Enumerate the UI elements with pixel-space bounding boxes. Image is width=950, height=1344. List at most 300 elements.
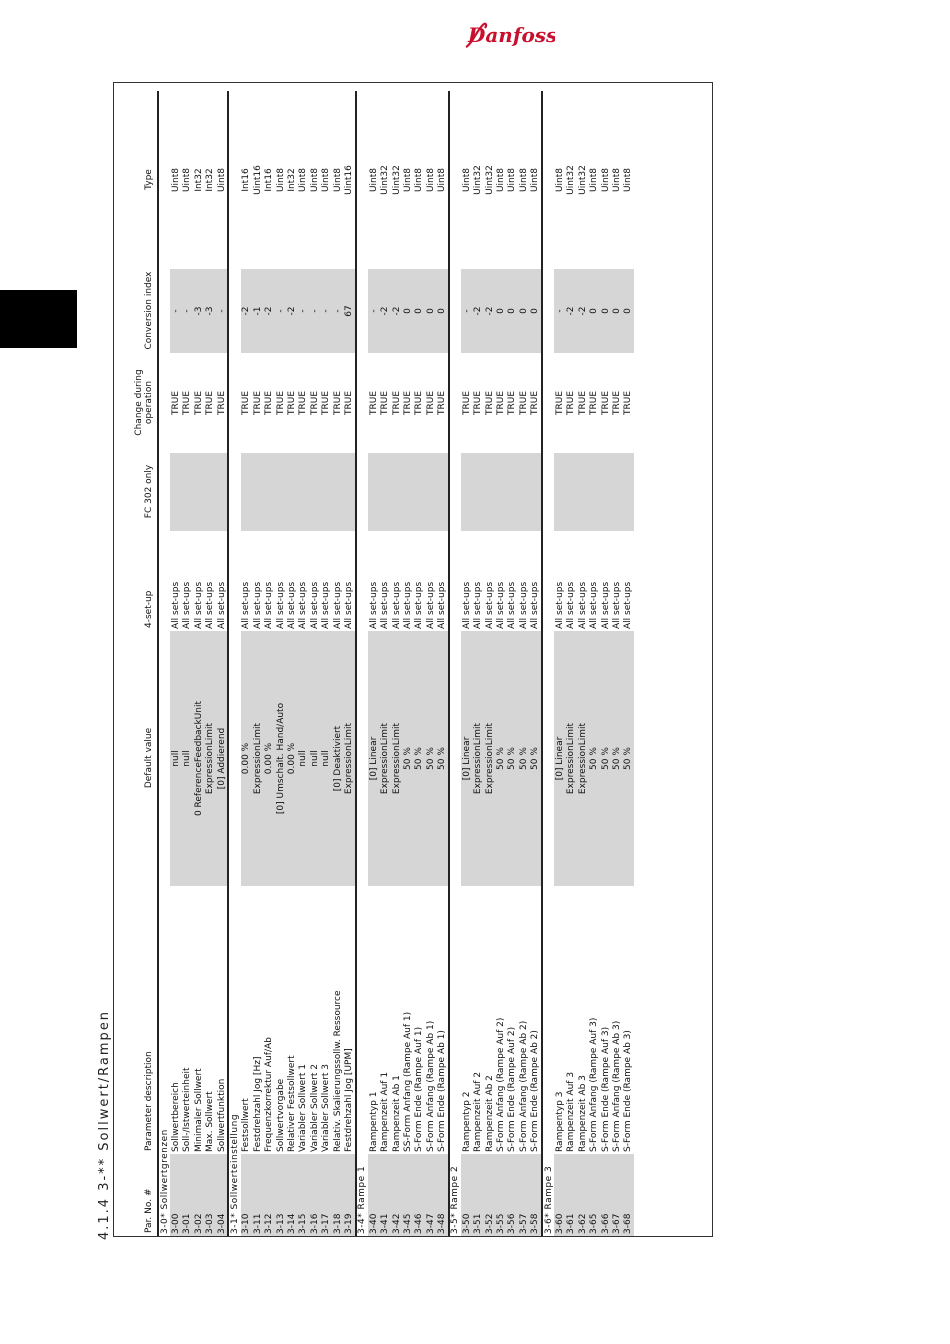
cell-type: Uint8 <box>425 167 436 193</box>
cell-change: TRUE <box>623 390 634 416</box>
cell-type: Uint8 <box>589 167 600 193</box>
cell-type: Int32 <box>286 168 297 192</box>
cell-par-no: 3-57 <box>518 1154 529 1236</box>
cell-par-no: 3-58 <box>530 1154 542 1236</box>
cell-type: Int16 <box>264 168 275 192</box>
cell-default: ExpressionLimit <box>252 631 263 886</box>
cell-par-no: 3-46 <box>414 1154 425 1236</box>
cell-par-no: 3-11 <box>252 1154 263 1236</box>
cell-description: S-Form Anfang (Rampe Ab 1) <box>425 1020 436 1152</box>
cell-par-no: 3-01 <box>182 1154 193 1236</box>
cell-type: Uint8 <box>507 167 518 193</box>
cell-par-no: 3-50 <box>461 1154 472 1236</box>
cell-change: TRUE <box>518 390 529 416</box>
cell-description: Minimaler Sollwert <box>193 1068 204 1152</box>
cell-description: Festdrehzahl Jog [Hz] <box>252 1056 263 1152</box>
table-row <box>600 91 611 1236</box>
cell-par-no: 3-14 <box>286 1154 297 1236</box>
cell-par-no: 3-60 <box>554 1154 565 1236</box>
cell-fc302 <box>193 453 204 531</box>
cell-setup: All set-ups <box>518 581 529 629</box>
cell-change: TRUE <box>554 390 565 416</box>
cell-fc302 <box>507 453 518 531</box>
cell-par-no: 3-67 <box>611 1154 622 1236</box>
cell-default: 50 % <box>425 631 436 886</box>
cell-type: Uint32 <box>473 165 484 195</box>
cell-setup: All set-ups <box>241 581 252 629</box>
cell-change: TRUE <box>343 390 354 416</box>
cell-fc302 <box>425 453 436 531</box>
cell-type: Int32 <box>205 168 216 192</box>
cell-type: Uint32 <box>380 165 391 195</box>
cell-par-no: 3-42 <box>391 1154 402 1236</box>
cell-default: [0] Linear <box>554 631 565 886</box>
cell-description: Rampenzeit Ab 2 <box>484 1075 495 1152</box>
cell-fc302 <box>216 453 228 531</box>
header-description: Parameter description <box>144 1051 154 1151</box>
cell-conversion: -2 <box>264 269 275 353</box>
cell-type: Uint8 <box>182 167 193 193</box>
group-header-row <box>356 91 368 1236</box>
table-row <box>484 91 495 1236</box>
cell-change: TRUE <box>193 390 204 416</box>
cell-description: Max. Sollwert <box>205 1091 216 1152</box>
cell-par-no: 3-56 <box>507 1154 518 1236</box>
cell-conversion: 0 <box>495 269 506 353</box>
cell-type: Uint8 <box>216 167 227 193</box>
cell-setup: All set-ups <box>600 581 611 629</box>
cell-description: Variabler Sollwert 1 <box>298 1064 309 1152</box>
cell-fc302 <box>611 453 622 531</box>
cell-default: ExpressionLimit <box>379 631 390 886</box>
cell-type: Uint32 <box>566 165 577 195</box>
cell-par-no: 3-40 <box>368 1154 379 1236</box>
cell-fc302 <box>566 453 577 531</box>
cell-conversion: - <box>182 269 193 353</box>
cell-conversion: 0 <box>518 269 529 353</box>
cell-par-no: 3-19 <box>343 1154 355 1236</box>
table-row <box>182 91 193 1236</box>
cell-conversion: -2 <box>286 269 297 353</box>
cell-conversion: 0 <box>600 269 611 353</box>
cell-default: ExpressionLimit <box>205 631 216 886</box>
cell-description: S-Form Ende (Rampe Ab 1) <box>437 1030 448 1152</box>
cell-change: TRUE <box>380 390 391 416</box>
cell-setup: All set-ups <box>309 581 320 629</box>
cell-par-no: 3-17 <box>320 1154 331 1236</box>
cell-conversion: -2 <box>391 269 402 353</box>
cell-type: Uint8 <box>530 167 541 193</box>
cell-description: Rampentyp 2 <box>461 1091 472 1152</box>
cell-default: null <box>170 631 181 886</box>
table-row <box>170 91 181 1236</box>
cell-description: Sollwertfunktion <box>216 1078 227 1152</box>
cell-description: S-Form Ende (Rampe Ab 3) <box>623 1030 634 1152</box>
cell-par-no: 3-48 <box>436 1154 448 1236</box>
cell-conversion: 0 <box>611 269 622 353</box>
cell-description: Frequenzkorrektur Auf/Ab <box>264 1037 275 1152</box>
cell-conversion: -2 <box>473 269 484 353</box>
cell-default: ExpressionLimit <box>484 631 495 886</box>
cell-change: TRUE <box>566 390 577 416</box>
cell-description: Rampentyp 3 <box>554 1091 565 1152</box>
cell-setup: All set-ups <box>391 581 402 629</box>
group-header-row <box>449 91 461 1236</box>
cell-description: Sollwertbereich <box>171 1082 182 1152</box>
cell-default: 50 % <box>402 631 413 886</box>
cell-fc302 <box>484 453 495 531</box>
cell-default: ExpressionLimit <box>473 631 484 886</box>
brand-wordmark: Danfoss <box>468 23 555 47</box>
cell-par-no: 3-41 <box>379 1154 390 1236</box>
cell-fc302 <box>332 453 343 531</box>
cell-setup: All set-ups <box>380 581 391 629</box>
cell-setup: All set-ups <box>332 581 343 629</box>
cell-type: Uint32 <box>484 165 495 195</box>
cell-fc302 <box>518 453 529 531</box>
cell-default: 50 % <box>436 631 448 886</box>
cell-setup: All set-ups <box>577 581 588 629</box>
cell-description: S-Form Anfang (Rampe Ab 2) <box>518 1020 529 1152</box>
cell-description: Soll-/Istwerteinheit <box>182 1067 193 1152</box>
cell-setup: All set-ups <box>611 581 622 629</box>
cell-default: null <box>309 631 320 886</box>
table-row <box>588 91 599 1236</box>
cell-par-no: 3-65 <box>588 1154 599 1236</box>
cell-fc302 <box>461 453 472 531</box>
cell-par-no: 3-66 <box>600 1154 611 1236</box>
cell-par-no: 3-04 <box>216 1154 228 1236</box>
cell-conversion: -2 <box>566 269 577 353</box>
cell-setup: All set-ups <box>554 581 565 629</box>
cell-description: S-Form Ende (Rampe Ab 2) <box>530 1030 541 1152</box>
chapter-tab <box>0 290 77 348</box>
cell-type: Uint16 <box>343 165 354 195</box>
table-row <box>286 91 297 1236</box>
cell-description: SS-Form Anfang (Rampe Auf 1) <box>402 1011 413 1152</box>
cell-conversion: - <box>368 269 379 353</box>
table-row <box>414 91 425 1236</box>
cell-change: TRUE <box>321 390 332 416</box>
cell-description: Sollwertvorgabe <box>275 1078 286 1152</box>
cell-change: TRUE <box>402 390 413 416</box>
cell-par-no: 3-12 <box>264 1154 275 1236</box>
cell-description: Festsollwert <box>241 1098 252 1152</box>
cell-default: [0] Addierend <box>216 631 228 886</box>
cell-type: Uint8 <box>368 167 379 193</box>
cell-description: Rampenzeit Auf 2 <box>473 1071 484 1152</box>
cell-default: 0.00 % <box>286 631 297 886</box>
cell-change: TRUE <box>484 390 495 416</box>
cell-type: Uint8 <box>518 167 529 193</box>
cell-setup: All set-ups <box>425 581 436 629</box>
table-row <box>402 91 413 1236</box>
cell-type: Uint8 <box>275 167 286 193</box>
table-row <box>332 91 343 1236</box>
cell-change: TRUE <box>332 390 343 416</box>
table-row <box>436 91 448 1236</box>
cell-fc302 <box>577 453 588 531</box>
cell-default: null <box>320 631 331 886</box>
group-label: 3-4* Rampe 1 <box>356 91 368 1236</box>
header-fc302: FC 302 only <box>144 464 154 519</box>
cell-par-no: 3-03 <box>205 1154 216 1236</box>
cell-fc302 <box>275 453 286 531</box>
cell-change: TRUE <box>171 390 182 416</box>
cell-setup: All set-ups <box>252 581 263 629</box>
cell-fc302 <box>170 453 181 531</box>
cell-default: null <box>182 631 193 886</box>
cell-par-no: 3-68 <box>623 1154 634 1236</box>
cell-par-no: 3-61 <box>566 1154 577 1236</box>
cell-fc302 <box>402 453 413 531</box>
cell-change: TRUE <box>414 390 425 416</box>
cell-fc302 <box>343 453 355 531</box>
cell-default: 50 % <box>611 631 622 886</box>
cell-conversion: 0 <box>507 269 518 353</box>
cell-par-no: 3-16 <box>309 1154 320 1236</box>
cell-conversion: -2 <box>484 269 495 353</box>
cell-conversion: - <box>170 269 181 353</box>
cell-description: Rampenzeit Auf 1 <box>380 1071 391 1152</box>
cell-setup: All set-ups <box>461 581 472 629</box>
cell-type: Uint8 <box>402 167 413 193</box>
cell-conversion: -2 <box>577 269 588 353</box>
cell-description: S-Form Anfang (Rampe Auf 2) <box>496 1017 507 1152</box>
cell-setup: All set-ups <box>623 581 634 629</box>
cell-fc302 <box>600 453 611 531</box>
table-row <box>252 91 263 1236</box>
cell-conversion: - <box>461 269 472 353</box>
cell-setup: All set-ups <box>321 581 332 629</box>
cell-setup: All set-ups <box>368 581 379 629</box>
cell-par-no: 3-47 <box>425 1154 436 1236</box>
cell-conversion: 67 <box>343 269 355 353</box>
cell-fc302 <box>241 453 252 531</box>
cell-conversion: -3 <box>205 269 216 353</box>
header-default: Default value <box>144 727 154 789</box>
cell-fc302 <box>298 453 309 531</box>
cell-par-no: 3-13 <box>275 1154 286 1236</box>
parameter-table-rotated <box>118 91 708 1236</box>
cell-fc302 <box>473 453 484 531</box>
group-label: 3-5* Rampe 2 <box>449 91 461 1236</box>
cell-description: S-Form Anfang (Rampe Auf 3) <box>589 1017 600 1152</box>
cell-change: TRUE <box>391 390 402 416</box>
cell-default: ExpressionLimit <box>566 631 577 886</box>
cell-setup: All set-ups <box>343 581 354 629</box>
cell-description: Rampentyp 1 <box>368 1091 379 1152</box>
table-row <box>554 91 565 1236</box>
cell-change: TRUE <box>530 390 541 416</box>
table-row <box>241 91 252 1236</box>
table-row <box>343 91 355 1236</box>
cell-default: [0] Linear <box>461 631 472 886</box>
cell-change: TRUE <box>309 390 320 416</box>
cell-default: [0] Umschalt. Hand/Auto <box>275 631 286 886</box>
cell-default: null <box>298 631 309 886</box>
cell-setup: All set-ups <box>264 581 275 629</box>
table-row <box>518 91 529 1236</box>
cell-setup: All set-ups <box>182 581 193 629</box>
table-row <box>391 91 402 1236</box>
cell-description: Relativer Festsollwert <box>286 1055 297 1152</box>
cell-change: TRUE <box>589 390 600 416</box>
cell-conversion: 0 <box>588 269 599 353</box>
cell-conversion: 0 <box>436 269 448 353</box>
cell-change: TRUE <box>437 390 448 416</box>
cell-fc302 <box>414 453 425 531</box>
cell-default: ExpressionLimit <box>391 631 402 886</box>
group-label: 3-0* Sollwertgrenzen <box>158 91 170 1236</box>
group-header-row <box>542 91 554 1236</box>
cell-setup: All set-ups <box>530 581 541 629</box>
cell-setup: All set-ups <box>484 581 495 629</box>
cell-type: Uint8 <box>171 167 182 193</box>
table-row <box>611 91 622 1236</box>
cell-change: TRUE <box>600 390 611 416</box>
table-row <box>566 91 577 1236</box>
header-conversion: Conversion index <box>144 271 154 350</box>
cell-type: Uint8 <box>611 167 622 193</box>
table-row <box>216 91 228 1236</box>
cell-type: Uint8 <box>332 167 343 193</box>
cell-description: Variabler Sollwert 3 <box>321 1064 332 1152</box>
cell-setup: All set-ups <box>496 581 507 629</box>
table-row <box>623 91 634 1236</box>
cell-conversion: 0 <box>414 269 425 353</box>
cell-description: Rampenzeit Ab 3 <box>577 1075 588 1152</box>
table-row <box>461 91 472 1236</box>
table-row <box>309 91 320 1236</box>
cell-default: 0 ReferenceFeedbackUnit <box>193 631 204 886</box>
cell-fc302 <box>368 453 379 531</box>
cell-default: 50 % <box>507 631 518 886</box>
cell-change: TRUE <box>496 390 507 416</box>
group-label: 3-6* Rampe 3 <box>542 91 554 1236</box>
cell-setup: All set-ups <box>286 581 297 629</box>
cell-change: TRUE <box>507 390 518 416</box>
cell-par-no: 3-62 <box>577 1154 588 1236</box>
cell-change: TRUE <box>368 390 379 416</box>
table-row <box>264 91 275 1236</box>
cell-setup: All set-ups <box>589 581 600 629</box>
cell-type: Uint8 <box>554 167 565 193</box>
cell-type: Uint8 <box>298 167 309 193</box>
cell-description: Rampenzeit Ab 1 <box>391 1075 402 1152</box>
cell-conversion: - <box>309 269 320 353</box>
table-row <box>530 91 542 1236</box>
cell-par-no: 3-51 <box>473 1154 484 1236</box>
cell-description: S-Form Ende (Rampe Auf 3) <box>600 1026 611 1152</box>
header-change: Change during operation <box>134 369 154 436</box>
cell-description: S-Form Ende (Rampe Auf 2) <box>507 1026 518 1152</box>
cell-par-no: 3-45 <box>402 1154 413 1236</box>
cell-change: TRUE <box>252 390 263 416</box>
cell-type: Uint8 <box>461 167 472 193</box>
cell-conversion: 0 <box>623 269 634 353</box>
cell-default: ExpressionLimit <box>343 631 355 886</box>
cell-default: 50 % <box>518 631 529 886</box>
cell-type: Uint8 <box>623 167 634 193</box>
cell-type: Uint16 <box>252 165 263 195</box>
cell-default: ExpressionLimit <box>577 631 588 886</box>
cell-default: 50 % <box>600 631 611 886</box>
cell-fc302 <box>182 453 193 531</box>
cell-par-no: 3-10 <box>241 1154 252 1236</box>
cell-setup: All set-ups <box>414 581 425 629</box>
cell-setup: All set-ups <box>216 581 227 629</box>
cell-default: [0] Linear <box>368 631 379 886</box>
table-row <box>193 91 204 1236</box>
cell-conversion: 0 <box>530 269 542 353</box>
cell-setup: All set-ups <box>298 581 309 629</box>
table-row <box>298 91 309 1236</box>
cell-conversion: -2 <box>241 269 252 353</box>
table-row <box>379 91 390 1236</box>
cell-setup: All set-ups <box>275 581 286 629</box>
cell-conversion: - <box>320 269 331 353</box>
cell-par-no: 3-15 <box>298 1154 309 1236</box>
cell-fc302 <box>391 453 402 531</box>
cell-setup: All set-ups <box>402 581 413 629</box>
cell-type: Uint32 <box>577 165 588 195</box>
cell-setup: All set-ups <box>205 581 216 629</box>
cell-change: TRUE <box>577 390 588 416</box>
cell-default: 50 % <box>588 631 599 886</box>
cell-conversion: 0 <box>402 269 413 353</box>
cell-setup: All set-ups <box>566 581 577 629</box>
cell-description: Variabler Sollwert 2 <box>309 1064 320 1152</box>
cell-change: TRUE <box>264 390 275 416</box>
cell-description: Relativ. Skalierungssollw. Ressource <box>332 990 343 1152</box>
table-header-row <box>118 91 158 1236</box>
cell-type: Uint8 <box>414 167 425 193</box>
cell-conversion: -1 <box>252 269 263 353</box>
group-label: 3-1* Sollwerteinstellung <box>228 91 240 1236</box>
cell-fc302 <box>436 453 448 531</box>
cell-fc302 <box>623 453 634 531</box>
cell-conversion: 0 <box>425 269 436 353</box>
cell-conversion: - <box>275 269 286 353</box>
table-row <box>507 91 518 1236</box>
group-header-row <box>228 91 240 1236</box>
cell-conversion: - <box>216 269 228 353</box>
table-row <box>368 91 379 1236</box>
table-row <box>425 91 436 1236</box>
cell-setup: All set-ups <box>507 581 518 629</box>
cell-setup: All set-ups <box>473 581 484 629</box>
cell-change: TRUE <box>205 390 216 416</box>
cell-description: Festdrehzahl Jog [UPM] <box>343 1048 354 1152</box>
cell-par-no: 3-00 <box>170 1154 181 1236</box>
cell-type: Uint8 <box>437 167 448 193</box>
cell-description: S-Form Ende (Rampe Auf 1) <box>414 1026 425 1152</box>
cell-description: Rampenzeit Auf 3 <box>566 1071 577 1152</box>
cell-fc302 <box>309 453 320 531</box>
cell-default: 50 % <box>414 631 425 886</box>
cell-setup: All set-ups <box>437 581 448 629</box>
cell-default: 0.00 % <box>241 631 252 886</box>
table-row <box>320 91 331 1236</box>
cell-change: TRUE <box>241 390 252 416</box>
header-par-no: Par. No. # <box>144 1188 154 1233</box>
cell-fc302 <box>286 453 297 531</box>
cell-default: 50 % <box>623 631 634 886</box>
cell-type: Uint8 <box>309 167 320 193</box>
table-body <box>158 91 634 1236</box>
danfoss-logo <box>460 14 555 54</box>
